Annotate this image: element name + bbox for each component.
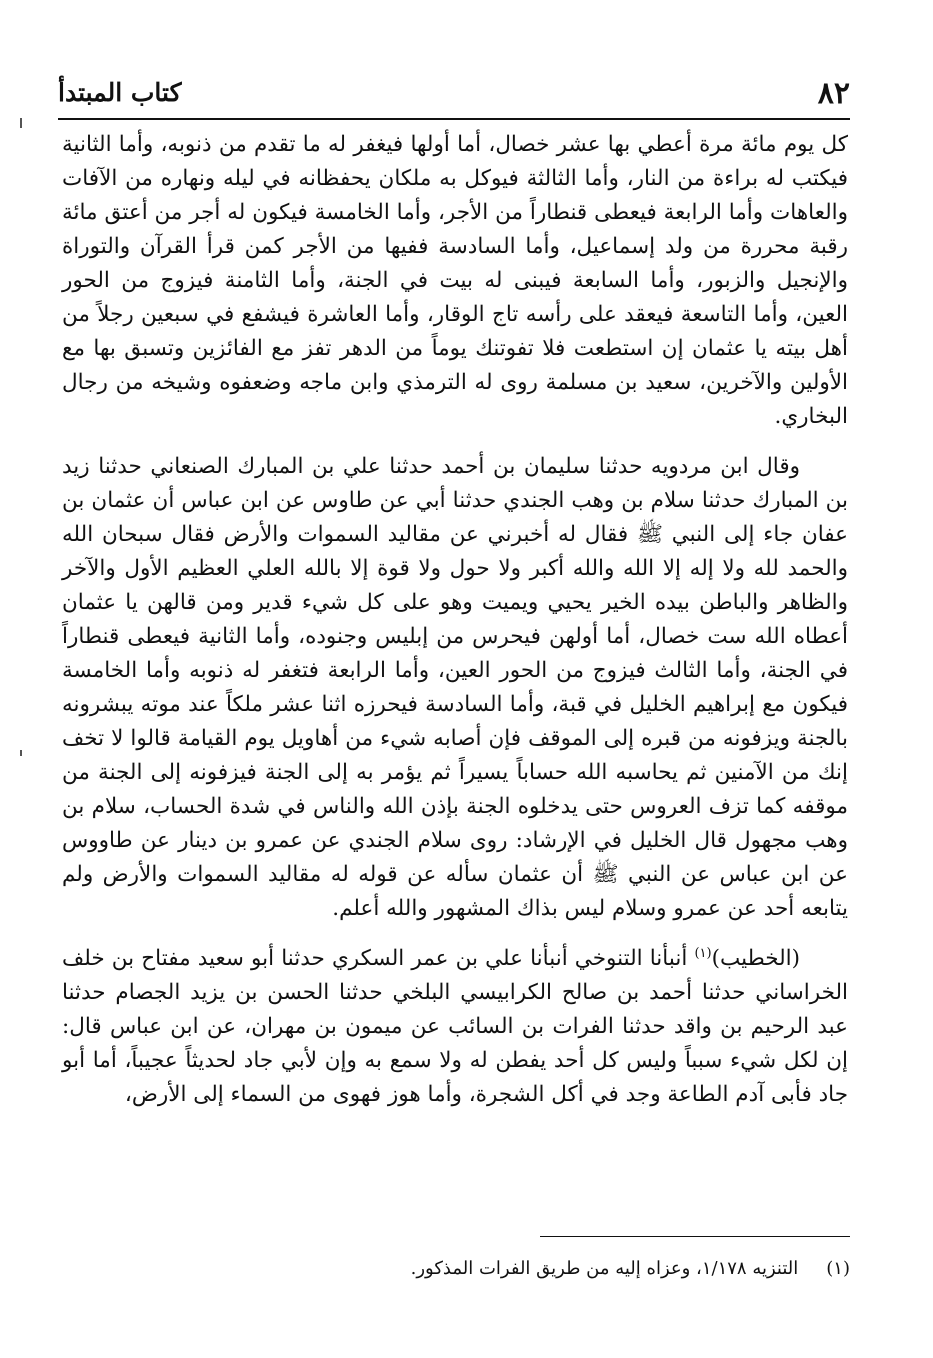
running-title: كتاب المبتدأ: [58, 78, 182, 107]
footnote-rule: [540, 1236, 850, 1237]
source-citation: (الخطيب): [711, 946, 800, 971]
paragraph-spacer: [62, 926, 848, 942]
page-number: ٨٢: [817, 76, 850, 111]
footnote-text: التنزيه ١/١٧٨، وعزاه إليه من طريق الفرات المذكور.: [410, 1258, 799, 1279]
paragraph-text: أنبأنا التنوخي أنبأنا علي بن عمر السكري حدثنا أبو سعيد مفتاح بن خلف الخراساني حدثنا أحمد بن صالح الكرابيسي البلخي حدثنا الحسن بن يزيد الجصام حدثنا عبد الرحيم بن واقد حدثنا الفرات بن السائب عن ميمون بن مهران، عن ابن عباس قال: إن لكل شيء سبباً وليس كل أحد يفطن له ولا سمع به وإن لأبي جاد لحديثاً عجيباً، أما أبو جاد فأبى آدم الطاعة وجد في أكل الشجرة، وأما هوز فهوى من السماء إلى الأرض،: [62, 946, 848, 1107]
paragraph: وقال ابن مردويه حدثنا سليمان بن أحمد حدثنا علي بن المبارك الصنعاني حدثنا زيد بن المبارك حدثنا سلام بن وهب الجندي حدثنا أبي عن طاوس عن ابن عباس أن عثمان بن عفان جاء إلى النبي ﷺ فقال له أخبرني عن مقاليد السموات والأرض فقال سبحان الله والحمد لله ولا إله إلا الله والله أكبر ولا حول ولا قوة إلا بالله العلي العظيم الأول والآخر والظاهر والباطن بيده الخير يحيي ويميت وهو على كل شيء قدير ومن قالهن يا عثمان أعطاه الله ست خصال، أما أولهن فيحرس من إبليس وجنوده، وأما الثانية فيعطى قنطاراً في الجنة، وأما الثالث فيزوج من الحور العين، وأما الرابعة فتغفر له ذنوبه وأما الخامسة فيكون مع إبراهيم الخليل في قبة، وأما السادسة فيحرزه اثنا عشر ملكاً عند موته يبشرونه بالجنة ويزفونه من قبره إلى الموقف فإن أصابه شيء من أهاويل يوم القيامة قالوا لا تخف إنك من الآمنين ثم يحاسبه الله حساباً يسيراً ثم يؤمر به إلى الجنة فيزفونه إلى الجنة من موقفه كما تزف العروس حتى يدخلوه الجنة بإذن الله والناس في شدة الحساب، سلام بن وهب مجهول قال الخليل في الإرشاد: روى سلام الجندي عن عمرو بن دينار عن طاووس عن ابن عباس عن النبي ﷺ أن عثمان سأله عن قوله له مقاليد السموات والأرض ولم يتابعه أحد عن عمرو وسلام ليس بذاك المشهور والله أعلم.: [62, 454, 848, 921]
footnote: [58, 1256, 850, 1282]
footnote-marker[interactable]: (١): [694, 945, 712, 961]
paragraph-spacer: [62, 434, 848, 450]
footnote-number: (١): [826, 1258, 850, 1279]
page-header: [58, 70, 850, 120]
header-rule: [58, 118, 850, 120]
paragraph: كل يوم مائة مرة أعطي بها عشر خصال، أما أولها فيغفر له ما تقدم من ذنوبه، وأما الثانية فيكتب له براءة من النار، وأما الثالثة فيوكل به ملكان يحفظانه في ليله ونهاره من الآفات والعاهات وأما الرابعة فيعطى قنطاراً من الأجر، وأما الخامسة فيكون له أجر من أعتق مائة رقبة محررة من ولد إسماعيل، وأما السادسة ففيها من الأجر كمن قرأ القرآن والتوراة والإنجيل والزبور، وأما السابعة فيبنى له بيت في الجنة، وأما الثامنة فيزوج من الحور العين، وأما التاسعة فيعقد على رأسه تاج الوقار، وأما العاشرة فيشفع في سبعين رجلاً من أهل بيته يا عثمان إن استطعت فلا تفوتنك يوماً من الدهر تفز مع الفائزين وتسبق بها مع الأولين والآخرين، سعيد بن مسلمة روى له الترمذي وابن ماجه وضعفوه وشيخه من رجال البخاري.: [62, 132, 848, 429]
margin-mark: [20, 750, 22, 756]
paragraph: [62, 942, 848, 1112]
main-text: [62, 128, 848, 1112]
margin-mark: [20, 118, 22, 128]
